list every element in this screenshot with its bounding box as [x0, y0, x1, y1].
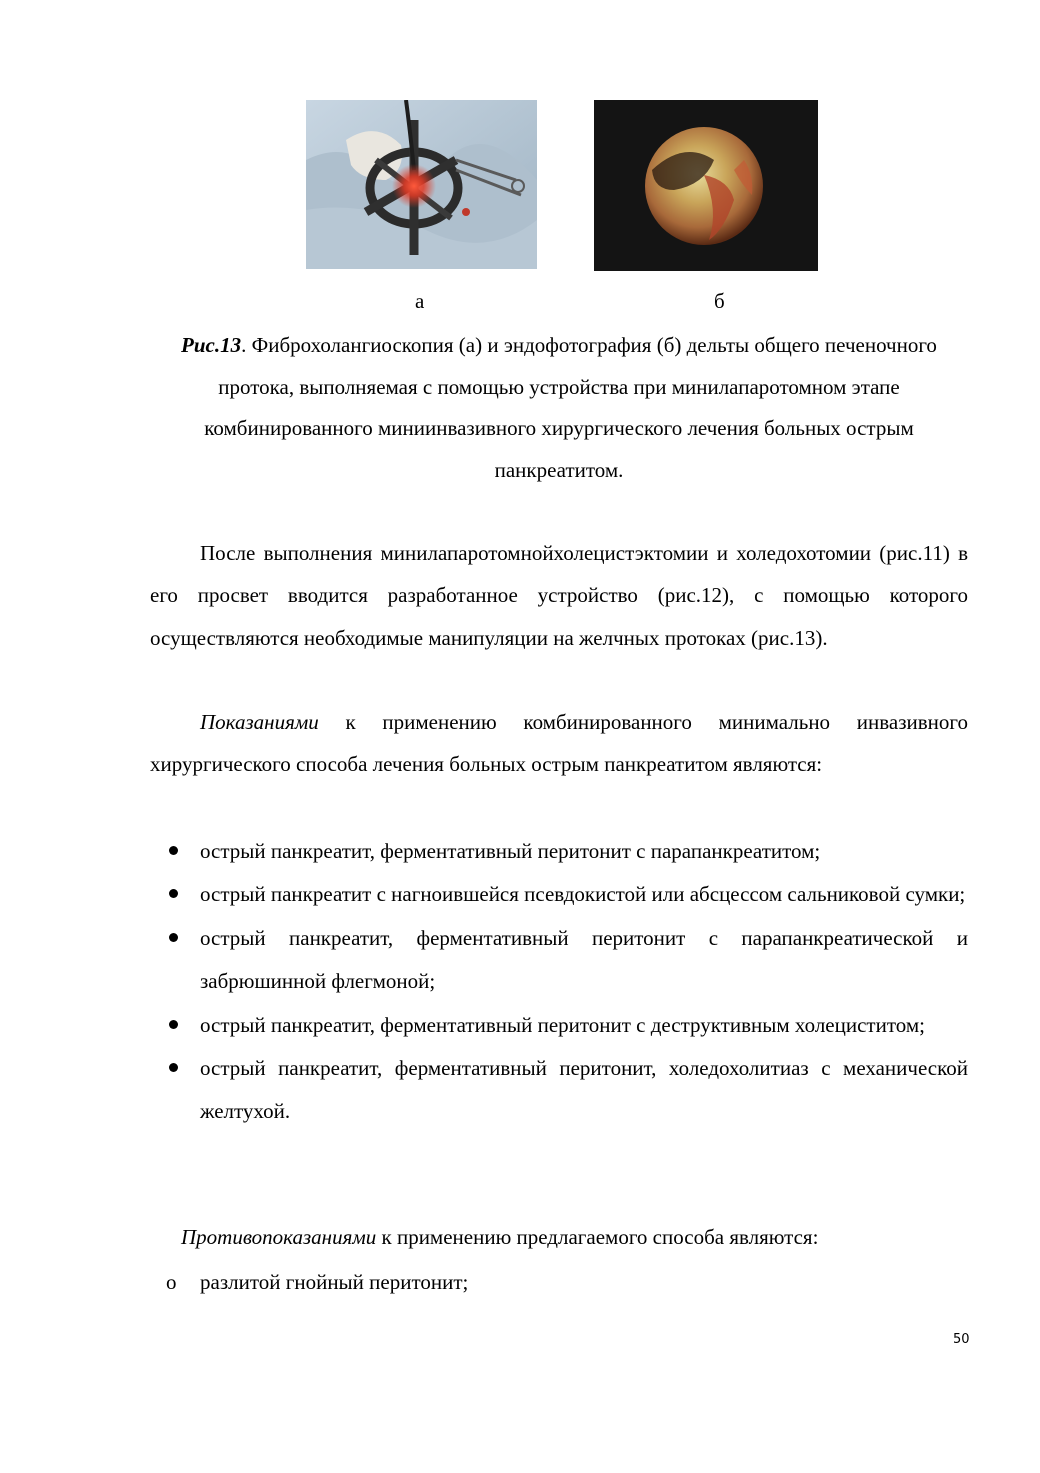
figure-a-label: а [415, 289, 425, 313]
figure-b-label: б [714, 289, 725, 313]
indications-list [150, 830, 968, 1134]
contraindications-emphasis: Противопоказаниями [181, 1225, 377, 1249]
bullet-icon [169, 933, 178, 942]
bullet-icon [169, 889, 178, 898]
list-item [150, 873, 968, 916]
contraindications-list [150, 1261, 968, 1303]
contraindications-intro [181, 1216, 968, 1258]
figure-a-photo [306, 100, 537, 269]
figure-b-photo [594, 100, 818, 271]
list-item-text: острый панкреатит, ферментативный перитонит, холедохолитиаз с механической желтухой. [200, 1056, 968, 1124]
caption-number: Рис.13 [181, 333, 242, 357]
list-item-text: разлитой гнойный перитонит; [200, 1270, 469, 1294]
indications-emphasis: Показаниями [200, 710, 319, 734]
paragraph-indications [150, 701, 968, 786]
circle-bullet-icon: o [166, 1270, 177, 1294]
caption-text: . Фиброхолангиоскопия (а) и эндофотография (б) дельты общего печеночного протока, выполняемая с помощью устройства при минилапаротомном этапе комбинированного миниинвазивного хирургического лечения больных острым панкреатитом. [204, 333, 937, 483]
list-item [150, 1004, 968, 1047]
figure-caption [150, 325, 968, 492]
surgical-photo [306, 100, 537, 269]
bullet-icon [169, 1020, 178, 1029]
list-item-text: острый панкреатит, ферментативный перитонит с парапанкреатитом; [200, 839, 821, 863]
endoscopic-photo [594, 100, 818, 271]
contraindications-intro-text: к применению предлагаемого способа являются: [376, 1225, 819, 1249]
page-number: 50 [953, 1332, 970, 1347]
list-item-text: острый панкреатит с нагноившейся псевдокистой или абсцессом сальниковой сумки; [200, 882, 966, 907]
list-item-text: острый панкреатит, ферментативный перитонит с парапанкреатической и забрюшинной флегмоной; [200, 925, 968, 994]
list-item-text: острый панкреатит, ферментативный перитонит с деструктивным холециститом; [200, 1012, 925, 1037]
paragraph-procedure: После выполнения минилапаротомнойхолецистэктомии и холедохотомии (рис.11) в его просвет вводится разработанное устройство (рис.12), с помощью которого осуществляются необходимые манипуляции на желчных протоках (рис.13). [150, 541, 968, 650]
list-item [150, 917, 968, 1004]
indications-intro-text: к применению комбинированного минимально инвазивного хирургического способа лечения больных острым панкреатитом являются: [150, 710, 968, 777]
list-item [150, 1261, 968, 1303]
bullet-icon [169, 1063, 178, 1072]
list-item [150, 830, 968, 873]
list-item [150, 1047, 968, 1134]
bullet-icon [169, 846, 178, 855]
